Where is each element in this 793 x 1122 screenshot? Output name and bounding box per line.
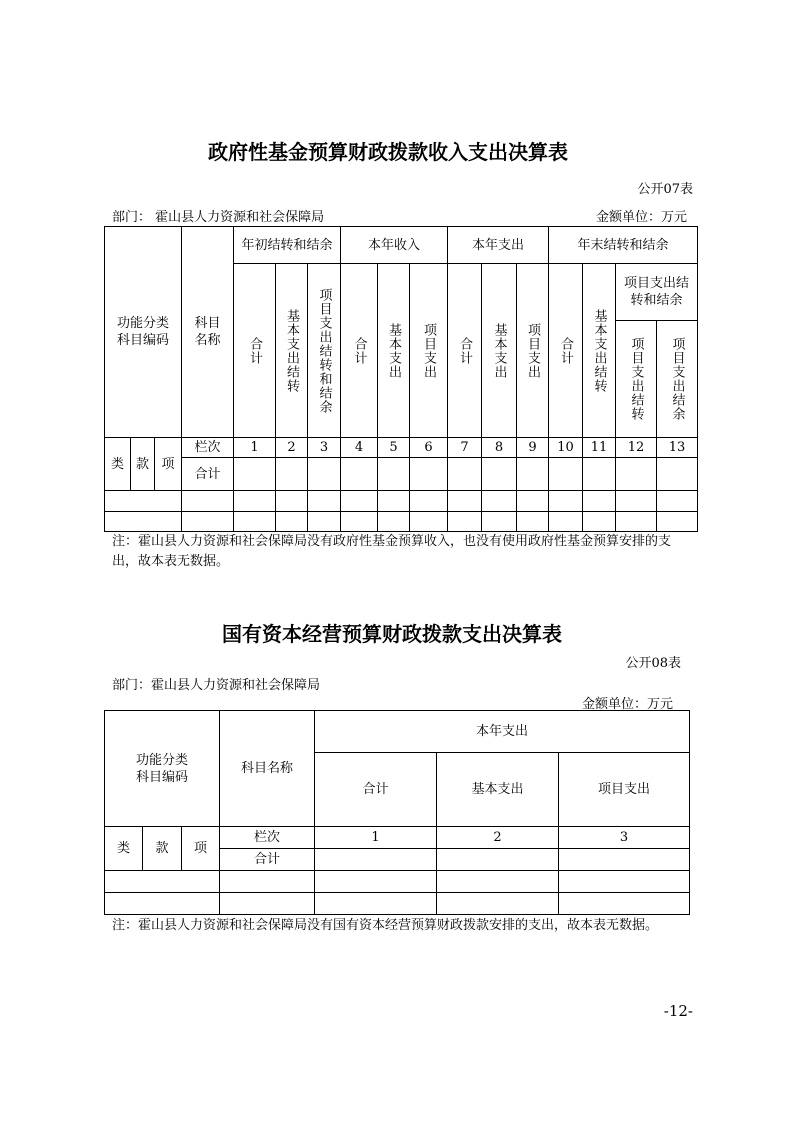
table2-title: 国有资本经营预算财政拨款支出决算表 <box>222 622 562 646</box>
page-number: -12- <box>663 1002 693 1020</box>
row-total: 合计 <box>105 849 690 871</box>
table1-unit: 金额单位：万元 <box>595 210 687 225</box>
table2: 功能分类科目编码 科目名称 本年支出 合计 基本支出 项目支出 类 款 项 栏次 1 2 3 合计 <box>104 710 690 915</box>
table-row <box>105 871 690 893</box>
header-end-balance: 年末结转和结余 <box>549 227 698 264</box>
table1-department: 部门： 霍山县人力资源和社会保障局 <box>112 210 325 225</box>
table2-unit: 金额单位：万元 <box>581 697 673 712</box>
header-expense: 本年支出 <box>315 711 690 753</box>
header-begin-balance: 年初结转和结余 <box>234 227 341 264</box>
table1-note: 注：霍山县人力资源和社会保障局没有政府性基金预算收入，也没有使用政府性基金预算安排的支出，故本表无数据。 <box>112 534 672 569</box>
header-subject-name: 科目名称 <box>182 227 234 438</box>
row-total: 合计 <box>105 458 698 491</box>
header-expense: 本年支出 <box>448 227 549 264</box>
table1: 功能分类科目编码 科目名称 年初结转和结余 本年收入 本年支出 年末结转和结余 合计 基本支出结转 项目支出结转和结余 合计 基本支出 项目支出 合计 基本支出 项目支出 合计 基本支出结转 项目支出结转和结余 项目支出结转 项目支出结余 类 款 项 栏次 1 2 3 4 5 6 7 8 9 10 11 12 13 合计 <box>104 226 698 532</box>
row-column-numbers: 类 款 项 栏次 1 2 3 4 5 6 7 8 9 10 11 12 13 <box>105 438 698 458</box>
header-income: 本年收入 <box>341 227 448 264</box>
table1-title: 政府性基金预算财政拨款收入支出决算表 <box>208 140 568 164</box>
header-function-code: 功能分类科目编码 <box>105 711 220 827</box>
table2-note: 注：霍山县人力资源和社会保障局没有国有资本经营预算财政拨款安排的支出，故本表无数据。 <box>112 918 659 933</box>
table-row <box>105 893 690 915</box>
row-column-numbers: 类 款 项 栏次 1 2 3 <box>105 827 690 849</box>
table2-code: 公开08表 <box>625 656 681 671</box>
header-function-code: 功能分类科目编码 <box>105 227 182 438</box>
table2-department: 部门：霍山县人力资源和社会保障局 <box>112 678 321 693</box>
table-row <box>105 491 698 512</box>
table-row <box>105 512 698 532</box>
table1-code: 公开07表 <box>637 182 693 197</box>
header-subject-name: 科目名称 <box>220 711 315 827</box>
